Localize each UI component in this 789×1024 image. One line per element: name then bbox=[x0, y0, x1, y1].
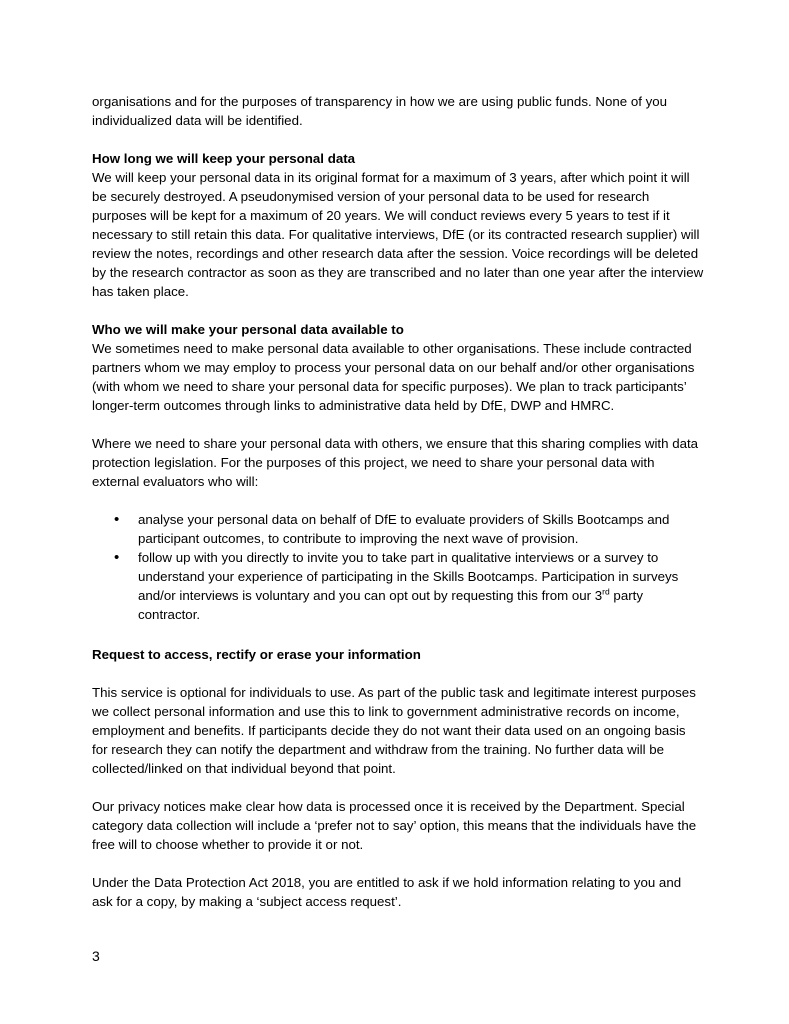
list-item bbox=[92, 548, 704, 624]
access-paragraph-3: Under the Data Protection Act 2018, you are entitled to ask if we hold information relating to you and ask for a copy, by making a ‘subject access request’. bbox=[92, 875, 682, 909]
access-heading: Request to access, rectify or erase your information bbox=[92, 647, 421, 662]
ordinal-superscript: rd bbox=[602, 586, 610, 597]
retention-paragraph: We will keep your personal data in its original format for a maximum of 3 years, after which point it will be securely destroyed. A pseudonymised version of your personal data to be used for research purposes will be kept for a maximum of 20 years. We will conduct reviews every 5 years to test if it necessary to still retain this data. For qualitative interviews, DfE (or its contracted research supplier) will review the notes, recordings and other research data after the session. Voice recordings will be deleted by the research contractor as soon as they are transcribed and no later than one year after the interview has taken place. bbox=[92, 170, 704, 299]
access-paragraph-1: This service is optional for individuals to use. As part of the public task and legitimate interest purposes we collect personal information and use this to link to government administrative records on income, employment and benefits. If participants decide they do not want their data used on an ongoing basis for research they can notify the department and withdraw from the training. No further data will be collected/linked on that individual beyond that point. bbox=[92, 685, 696, 776]
list-item-text-end: party contractor. bbox=[138, 588, 643, 622]
list-item-text: analyse your personal data on behalf of DfE to evaluate providers of Skills Bootcamps and participant outcomes, to contribute to improving the next wave of provision. bbox=[138, 512, 670, 546]
sharing-heading: Who we will make your personal data available to bbox=[92, 322, 404, 337]
list-item bbox=[92, 510, 704, 548]
sharing-paragraph-2: Where we need to share your personal data with others, we ensure that this sharing complies with data protection legislation. For the purposes of this project, we need to share your personal data with external evaluators who will: bbox=[92, 436, 699, 489]
page-number: 3 bbox=[92, 948, 100, 964]
evaluator-duties-list bbox=[92, 510, 704, 624]
access-paragraph-2: Our privacy notices make clear how data is processed once it is received by the Department. Special category data collection will include a ‘prefer not to say’ option, this means that the individuals have the free will to choose whether to provide it or not. bbox=[92, 799, 697, 852]
page-content bbox=[92, 92, 704, 911]
list-item-text: follow up with you directly to invite you to take part in qualitative interviews or a survey to understand your experience of participating in the Skills Bootcamps. Participation in surveys and/or interviews is voluntary and you can opt out by requesting this from our 3 bbox=[138, 550, 679, 603]
retention-heading: How long we will keep your personal data bbox=[92, 151, 356, 166]
intro-paragraph: organisations and for the purposes of transparency in how we are using public funds. None of you individualized data will be identified. bbox=[92, 94, 668, 128]
sharing-paragraph: We sometimes need to make personal data available to other organisations. These include contracted partners whom we may employ to process your personal data on our behalf and/or other organisations (with whom we need to share your personal data for specific purposes). We plan to track participants’ longer-term outcomes through links to administrative data held by DfE, DWP and HMRC. bbox=[92, 341, 695, 413]
